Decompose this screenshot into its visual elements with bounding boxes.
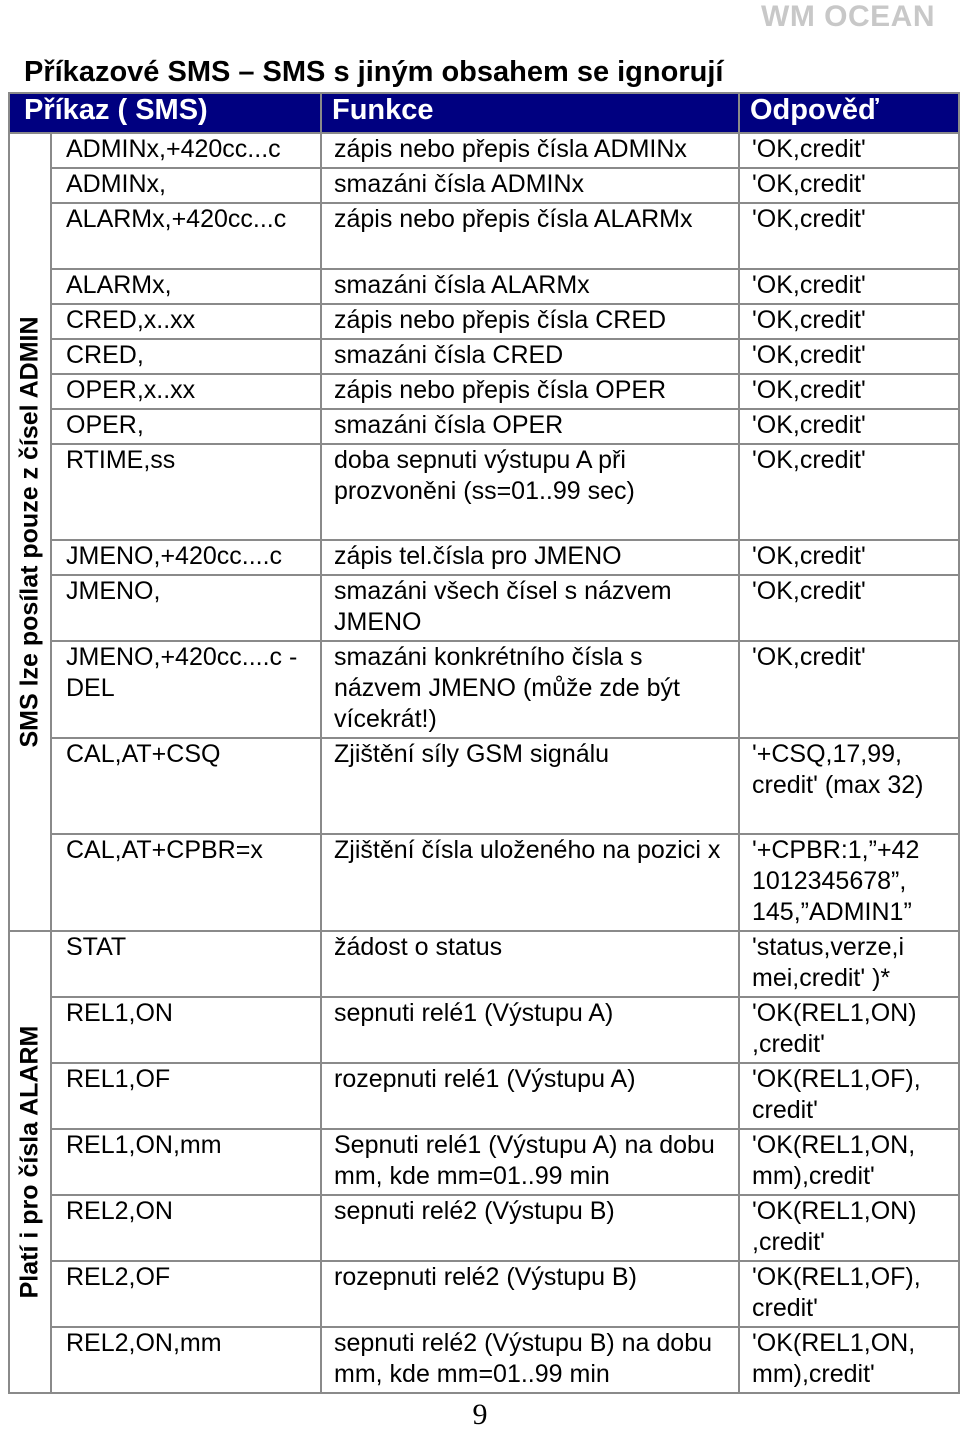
function-cell: smazáni čísla CRED: [321, 339, 739, 374]
command-cell: CAL,AT+CSQ: [51, 738, 321, 834]
command-cell: REL1,ON,mm: [51, 1129, 321, 1195]
column-header-command: Příkaz ( SMS): [9, 93, 321, 133]
table-row: [9, 1129, 959, 1195]
command-cell: CRED,x..xx: [51, 304, 321, 339]
command-cell: OPER,x..xx: [51, 374, 321, 409]
function-cell: doba sepnuti výstupu A při prozvoněni (ss=01..99 sec): [321, 444, 739, 540]
function-cell: smazáni konkrétního čísla s názvem JMENO (může zde být vícekrát!): [321, 641, 739, 738]
response-cell: 'OK(REL1,OF), credit': [739, 1063, 959, 1129]
command-cell: ADMINx,+420cc...c: [51, 133, 321, 168]
table-header-row: [9, 93, 959, 133]
side-label-alarm-text: Platí i pro čísla ALARM: [15, 1025, 44, 1299]
sms-command-table: [8, 92, 960, 1394]
command-cell: REL2,ON: [51, 1195, 321, 1261]
response-cell: 'OK(REL1,ON, mm),credit': [739, 1327, 959, 1393]
table-row: [9, 641, 959, 738]
table-row: [9, 540, 959, 575]
table-row: [9, 575, 959, 641]
table-row: [9, 1261, 959, 1327]
response-cell: '+CSQ,17,99, credit' (max 32): [739, 738, 959, 834]
table-row: [9, 738, 959, 834]
table-row: [9, 304, 959, 339]
response-cell: 'OK,credit': [739, 269, 959, 304]
function-cell: rozepnuti relé1 (Výstupu A): [321, 1063, 739, 1129]
function-cell: sepnuti relé1 (Výstupu A): [321, 997, 739, 1063]
function-cell: Zjištění síly GSM signálu: [321, 738, 739, 834]
response-cell: 'OK,credit': [739, 575, 959, 641]
command-cell: REL1,OF: [51, 1063, 321, 1129]
table-row: [9, 931, 959, 997]
table-row: [9, 269, 959, 304]
function-cell: Zjištění čísla uloženého na pozici x: [321, 834, 739, 931]
table-row: [9, 997, 959, 1063]
table-row: [9, 444, 959, 540]
command-cell: JMENO,: [51, 575, 321, 641]
function-cell: sepnuti relé2 (Výstupu B): [321, 1195, 739, 1261]
table-row: [9, 1063, 959, 1129]
brand-logo-text: WM OCEAN: [761, 0, 935, 33]
function-cell: smazáni čísla ALARMx: [321, 269, 739, 304]
command-cell: JMENO,+420cc....c -DEL: [51, 641, 321, 738]
table-row: [9, 1195, 959, 1261]
function-cell: zápis nebo přepis čísla OPER: [321, 374, 739, 409]
page-title: Příkazové SMS – SMS s jiným obsahem se ignorují: [24, 56, 724, 88]
command-cell: JMENO,+420cc....c: [51, 540, 321, 575]
table-row: [9, 834, 959, 931]
command-cell: STAT: [51, 931, 321, 997]
side-label-admin-text: SMS lze posílat pouze z čísel ADMIN: [15, 316, 44, 748]
function-cell: rozepnuti relé2 (Výstupu B): [321, 1261, 739, 1327]
response-cell: 'OK,credit': [739, 409, 959, 444]
response-cell: 'OK,credit': [739, 374, 959, 409]
function-cell: Sepnuti relé1 (Výstupu A) na dobu mm, kde mm=01..99 min: [321, 1129, 739, 1195]
command-cell: OPER,: [51, 409, 321, 444]
command-cell: RTIME,ss: [51, 444, 321, 540]
function-cell: zápis tel.čísla pro JMENO: [321, 540, 739, 575]
response-cell: 'OK(REL1,ON, mm),credit': [739, 1129, 959, 1195]
table-row: [9, 168, 959, 203]
command-cell: CAL,AT+CPBR=x: [51, 834, 321, 931]
function-cell: smazáni čísla OPER: [321, 409, 739, 444]
column-header-function: Funkce: [321, 93, 739, 133]
response-cell: 'OK,credit': [739, 540, 959, 575]
function-cell: žádost o status: [321, 931, 739, 997]
side-label-alarm: [9, 931, 51, 1393]
response-cell: 'OK,credit': [739, 168, 959, 203]
command-cell: REL2,ON,mm: [51, 1327, 321, 1393]
function-cell: zápis nebo přepis čísla ALARMx: [321, 203, 739, 269]
response-cell: 'OK(REL1,ON) ,credit': [739, 997, 959, 1063]
response-cell: 'OK,credit': [739, 304, 959, 339]
table-row: [9, 1327, 959, 1393]
page-number: 9: [472, 1398, 488, 1431]
response-cell: 'status,verze,i mei,credit' )*: [739, 931, 959, 997]
response-cell: 'OK,credit': [739, 641, 959, 738]
response-cell: 'OK,credit': [739, 133, 959, 168]
response-cell: 'OK,credit': [739, 444, 959, 540]
table-row: [9, 203, 959, 269]
command-cell: REL2,OF: [51, 1261, 321, 1327]
table-row: [9, 409, 959, 444]
command-cell: REL1,ON: [51, 997, 321, 1063]
table-body: [9, 133, 959, 1393]
side-label-admin: [9, 133, 51, 931]
function-cell: sepnuti relé2 (Výstupu B) na dobu mm, kde mm=01..99 min: [321, 1327, 739, 1393]
response-cell: 'OK(REL1,ON) ,credit': [739, 1195, 959, 1261]
response-cell: '+CPBR:1,”+42 1012345678”, 145,”ADMIN1”: [739, 834, 959, 931]
function-cell: smazáni všech čísel s názvem JMENO: [321, 575, 739, 641]
command-cell: ADMINx,: [51, 168, 321, 203]
table-row: [9, 339, 959, 374]
function-cell: smazáni čísla ADMINx: [321, 168, 739, 203]
function-cell: zápis nebo přepis čísla CRED: [321, 304, 739, 339]
table-row: [9, 374, 959, 409]
response-cell: 'OK,credit': [739, 203, 959, 269]
table-row: [9, 133, 959, 168]
command-cell: ALARMx,: [51, 269, 321, 304]
response-cell: 'OK(REL1,OF), credit': [739, 1261, 959, 1327]
function-cell: zápis nebo přepis čísla ADMINx: [321, 133, 739, 168]
response-cell: 'OK,credit': [739, 339, 959, 374]
column-header-response: Odpověď: [739, 93, 959, 133]
command-cell: ALARMx,+420cc...c: [51, 203, 321, 269]
command-cell: CRED,: [51, 339, 321, 374]
